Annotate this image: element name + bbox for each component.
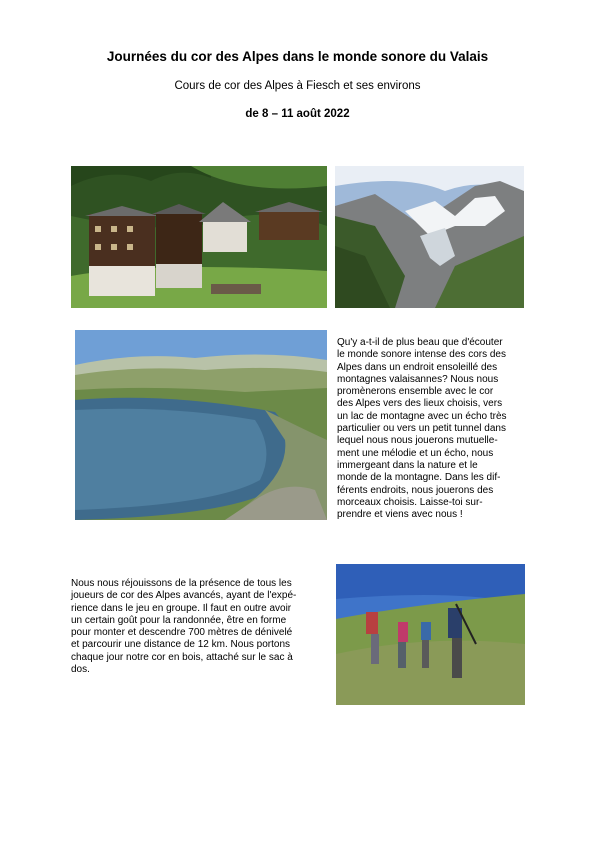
text-line: Alpes dans un endroit ensoleillé des [337, 361, 498, 373]
text-line: immergeant dans la nature et le [337, 459, 478, 471]
text-line: férents endroits, nous jouerons des [337, 484, 494, 496]
text-line: Nous nous réjouissons de la présence de tous les [71, 578, 292, 589]
text-line: et parcourir une distance de 12 km. Nous portons [71, 639, 291, 651]
text-line: un lac de montagne avec un écho très [337, 410, 507, 422]
text-line: ment une mélodie et un écho, nous [337, 447, 494, 459]
text-line: Qu'y a-t-il de plus beau que d'écouter [337, 337, 503, 348]
course-dates: de 8 – 11 août 2022 [245, 108, 350, 120]
text-line: monde de la montagne. Dans les dif- [337, 472, 501, 484]
photo-mountain-lake [75, 330, 327, 520]
text-line: le monde sonore intense des cors des [337, 349, 506, 361]
text-line: joueurs de cor des Alpes avancés, ayant de l'expé- [71, 590, 297, 602]
page-title: Journées du cor des Alpes dans le monde sonore du Valais [106, 49, 489, 64]
text-line: pour monter et descendre 700 mètres de dénivelé [71, 627, 293, 639]
text-line: montagnes valaisannes? Nous nous [337, 373, 499, 385]
intro-paragraph [337, 337, 537, 521]
text-line: promènerons ensemble avec le cor [337, 386, 494, 398]
text-line: morceaux choisis. Laisse-toi sur- [337, 496, 483, 508]
photo-hikers [336, 564, 525, 705]
photo-village-chalets [71, 166, 327, 308]
text-line: particulier ou vers un petit tunnel dans [337, 423, 506, 435]
text-line: chaque jour notre cor en bois, attaché sur le sac à [71, 651, 293, 663]
text-line: prendre et viens avec nous ! [337, 509, 463, 521]
requirements-paragraph [71, 578, 331, 676]
course-subtitle: Cours de cor des Alpes à Fiesch et ses environs [174, 80, 421, 92]
text-line: lequel nous nous jouerons mutuelle- [337, 435, 498, 447]
text-line: des Alpes vers des lieux choisis, vers [337, 398, 503, 410]
photo-glacier-valley [335, 166, 524, 308]
text-line: dos. [71, 664, 90, 676]
text-line: un certain goût pour la randonnée, être en forme [71, 614, 287, 626]
text-line: rience dans le jeu en groupe. Il faut en outre avoir [71, 602, 292, 614]
